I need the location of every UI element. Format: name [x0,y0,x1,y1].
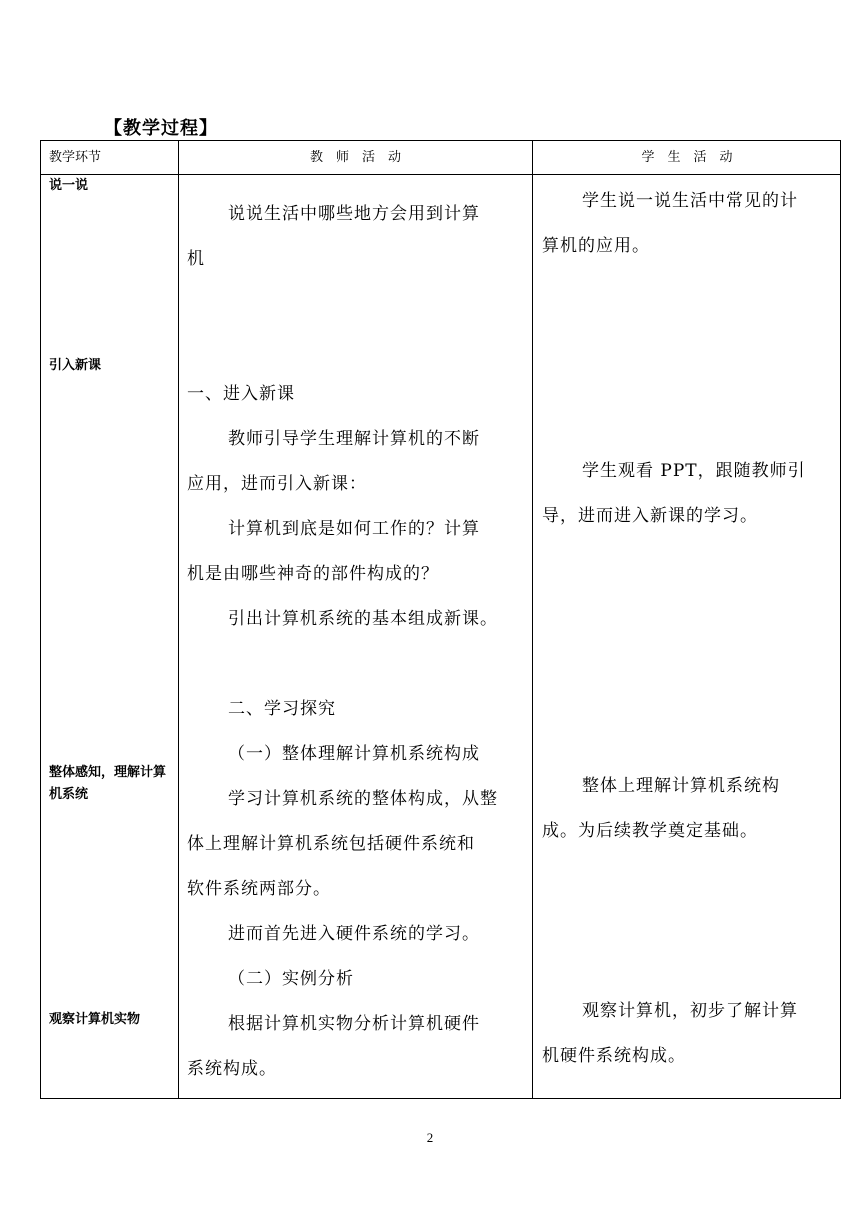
teaching-process-table [40,140,841,1099]
student-line: 导，进而进入新课的学习。 [542,506,758,526]
teacher-line: 机是由哪些神奇的部件构成的？ [187,564,439,584]
stage-intro: 引入新课 [49,358,102,373]
teacher-line: 计算机到底是如何工作的？计算 [228,519,480,539]
header-stage: 教学环节 [49,150,102,165]
teacher-line: 学习计算机系统的整体构成，从整 [228,789,498,809]
student-line: 观察计算机，初步了解计算 [582,1001,798,1021]
teacher-line: 应用，进而引入新课： [187,474,367,494]
page-number: 2 [426,1130,434,1145]
teacher-line: 软件系统两部分。 [187,879,331,899]
student-line: 算机的应用。 [542,236,650,256]
stage-observe: 观察计算机实物 [49,1012,141,1027]
teacher-line: 系统构成。 [187,1059,277,1079]
teacher-line: 机 [187,249,205,269]
column-divider-1 [178,141,179,1098]
teacher-line: 体上理解计算机系统包括硬件系统和 [187,834,475,854]
teacher-line: 说说生活中哪些地方会用到计算 [228,204,480,224]
teacher-line: 教师引导学生理解计算机的不断 [228,429,480,449]
header-teacher-activity: 教 师 活 动 [309,150,401,165]
teacher-line: 引出计算机系统的基本组成新课。 [228,609,498,629]
student-line: 整体上理解计算机系统构 [582,776,780,796]
student-line: 学生说一说生活中常见的计 [582,191,798,211]
teacher-line: （二）实例分析 [228,969,354,989]
student-line: 机硬件系统构成。 [542,1046,686,1066]
stage-say: 说一说 [49,178,89,193]
teacher-line: 根据计算机实物分析计算机硬件 [228,1014,480,1034]
teacher-line: 进而首先进入硬件系统的学习。 [228,924,480,944]
student-line: 学生观看 PPT，跟随教师引 [582,461,806,481]
teacher-line: 一、进入新课 [187,384,295,404]
teacher-line: 二、学习探究 [228,699,336,719]
section-title: 【教学过程】 [104,118,218,139]
student-line: 成。为后续教学奠定基础。 [542,821,758,841]
header-student-activity: 学 生 活 动 [641,150,733,165]
column-divider-2 [532,141,533,1098]
stage-overview: 整体感知，理解计算机系统 [49,765,167,802]
teacher-line: （一）整体理解计算机系统构成 [228,744,480,764]
